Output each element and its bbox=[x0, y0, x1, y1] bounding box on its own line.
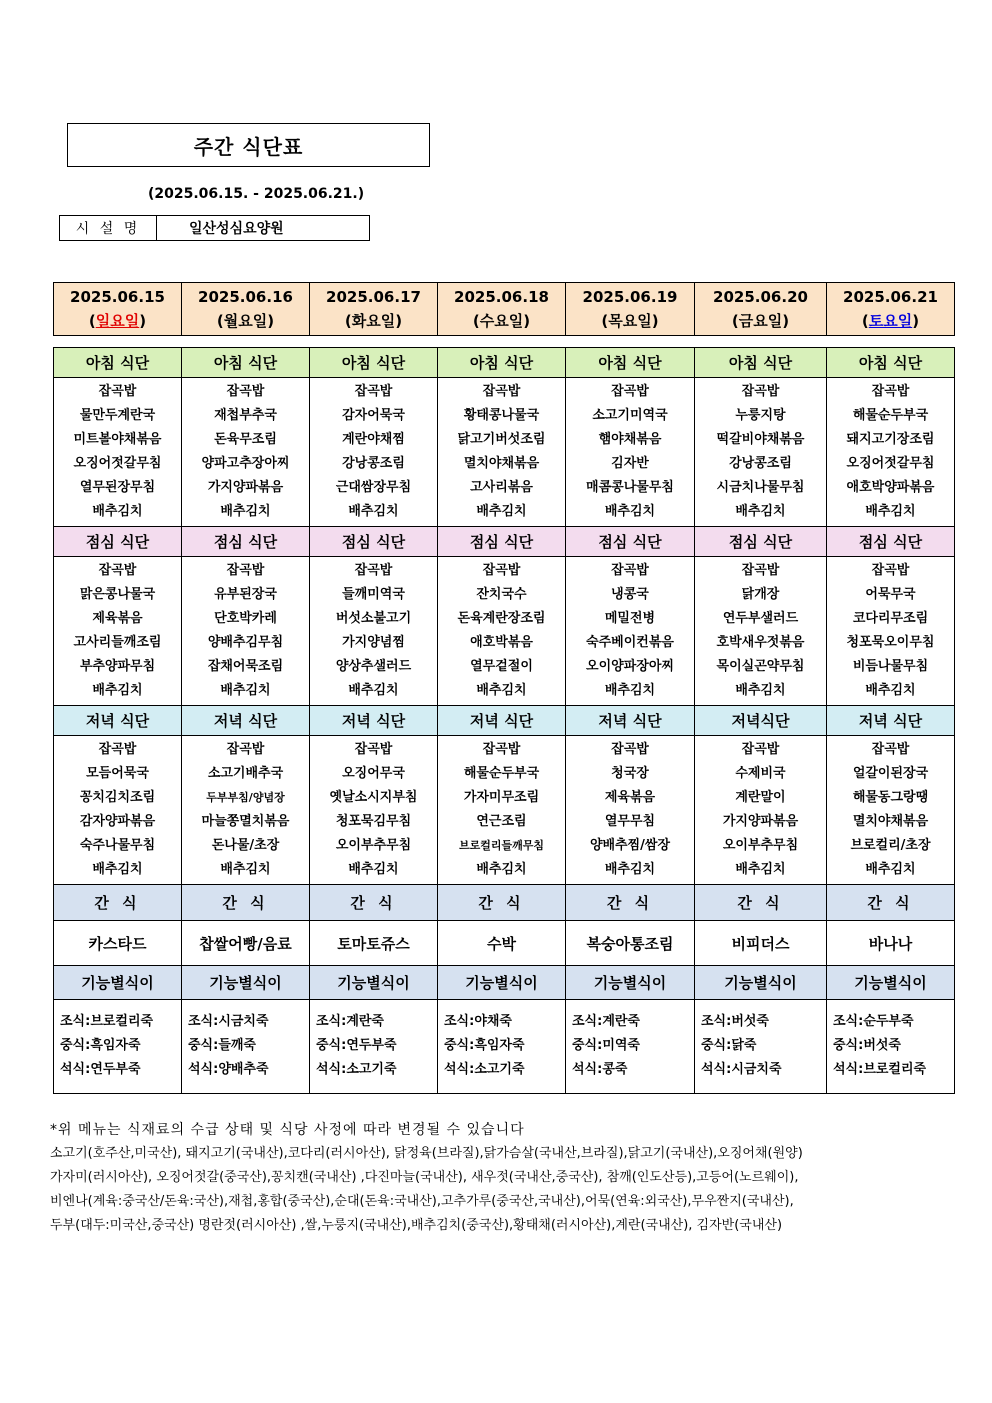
menu-item: 잡곡밥 bbox=[482, 742, 521, 757]
menu-item: 배추김치 bbox=[865, 683, 916, 698]
menu-item: 돈육계란장조림 bbox=[457, 611, 546, 626]
functional-diet-cell bbox=[566, 1000, 695, 1094]
menu-item: 감자양파볶음 bbox=[79, 814, 156, 829]
menu-item: 잡곡밥 bbox=[482, 563, 521, 578]
snack-header-cell: 간 식 bbox=[566, 885, 695, 921]
menu-item: 가자미무조림 bbox=[463, 790, 540, 805]
menu-item: 해물순두부국 bbox=[852, 408, 929, 423]
functional-diet-cell bbox=[695, 1000, 827, 1094]
menu-item: 숙주나물무침 bbox=[79, 838, 156, 853]
weekday-open-paren: ( bbox=[88, 312, 96, 330]
menu-item: 배추김치 bbox=[220, 862, 271, 877]
day-weekday bbox=[438, 309, 565, 333]
menu-item: 잡곡밥 bbox=[741, 742, 780, 757]
notes-heading: *위 메뉴는 식재료의 수급 상태 및 식당 사정에 따라 변경될 수 있습니다 bbox=[50, 1122, 525, 1138]
menu-item: 누룽지탕 bbox=[735, 408, 786, 423]
weekday-close-paren: ) bbox=[139, 312, 147, 330]
weekday-name: 목요일 bbox=[608, 312, 652, 330]
menu-item: 숙주베이컨볶음 bbox=[586, 635, 674, 650]
menu-item: 닭고기버섯조림 bbox=[457, 432, 546, 447]
lunch-header-cell: 점심 식단 bbox=[695, 527, 827, 557]
menu-item: 청포묵오이무침 bbox=[846, 635, 935, 650]
menu-item: 옛날소시지부침 bbox=[329, 790, 418, 805]
lunch-menu-cell bbox=[827, 557, 955, 706]
menu-item: 시금치나물무침 bbox=[716, 480, 805, 495]
functional-diet-cell bbox=[182, 1000, 310, 1094]
porridge-item: 석식:양배추죽 bbox=[188, 1062, 269, 1077]
menu-item: 배추김치 bbox=[865, 862, 916, 877]
porridge-item: 석식:시금치죽 bbox=[701, 1062, 782, 1077]
dinner-menu-cell bbox=[54, 736, 182, 885]
porridge-item: 중식:연두부죽 bbox=[316, 1038, 397, 1053]
menu-item: 잡곡밥 bbox=[98, 563, 137, 578]
menu-item: 브로컬리/초장 bbox=[850, 838, 931, 853]
menu-item: 배추김치 bbox=[476, 504, 527, 519]
day-header-cell bbox=[827, 283, 955, 336]
menu-item: 잡채어묵조림 bbox=[207, 659, 284, 674]
weekday-name: 금요일 bbox=[738, 312, 783, 330]
date-header-table bbox=[53, 282, 955, 336]
menu-item: 고사리들깨조림 bbox=[73, 635, 162, 650]
dinner-items-row bbox=[54, 736, 955, 885]
lunch-menu-cell bbox=[54, 557, 182, 706]
facility-box bbox=[59, 215, 370, 241]
menu-item: 마늘쫑멸치볶음 bbox=[201, 814, 290, 829]
menu-item: 꽁치김치조림 bbox=[79, 790, 156, 805]
dinner-menu-cell bbox=[695, 736, 827, 885]
origin-note-line: 소고기(호주산,미국산), 돼지고기(국내산),코다리(러시아산), 닭정육(브라질),닭가슴살(국내산,브라질),닭고기(국내산),오징어채(원양) bbox=[50, 1146, 803, 1161]
functional-diet-cell bbox=[827, 1000, 955, 1094]
menu-item: 잡곡밥 bbox=[354, 384, 393, 399]
menu-item: 수제비국 bbox=[735, 766, 786, 781]
menu-item: 고사리볶음 bbox=[470, 480, 533, 495]
lunch-header-cell: 점심 식단 bbox=[54, 527, 182, 557]
menu-item: 모듬어묵국 bbox=[86, 766, 149, 781]
menu-item: 목이실곤약무침 bbox=[716, 659, 805, 674]
snack-header-cell: 간 식 bbox=[54, 885, 182, 921]
weekday-name: 월요일 bbox=[223, 312, 268, 330]
weekday-open-paren: ( bbox=[861, 312, 869, 330]
weekday-name: 토요일 bbox=[868, 312, 913, 330]
menu-item: 배추김치 bbox=[604, 504, 656, 519]
breakfast-header-cell: 아침 식단 bbox=[695, 348, 827, 378]
menu-item: 잡곡밥 bbox=[98, 384, 137, 399]
breakfast-menu-cell bbox=[566, 378, 695, 527]
menu-item: 청포묵김무침 bbox=[335, 814, 412, 829]
lunch-menu-cell bbox=[182, 557, 310, 706]
weekday-open-paren: ( bbox=[344, 312, 352, 330]
snack-item: 바나나 bbox=[827, 921, 955, 966]
breakfast-menu-cell bbox=[310, 378, 438, 527]
snack-item: 복숭아통조림 bbox=[566, 921, 695, 966]
day-date: 2025.06.17 bbox=[326, 288, 421, 306]
origin-note-line: 가자미(러시아산), 오징어젓갈(중국산),꽁치캔(국내산) ,다진마늘(국내산), 새우젓(국내산,중국산), 참깨(인도산등),고등어(노르웨이), bbox=[50, 1170, 799, 1185]
day-date: 2025.06.18 bbox=[454, 288, 549, 306]
menu-item: 계란말이 bbox=[735, 790, 786, 805]
menu-item: 코다리무조림 bbox=[852, 611, 929, 626]
functional-diet-header-row bbox=[54, 966, 955, 1000]
menu-item: 감자어묵국 bbox=[342, 408, 405, 423]
menu-table bbox=[53, 347, 955, 1094]
day-date: 2025.06.19 bbox=[582, 288, 678, 306]
menu-item: 배추김치 bbox=[92, 683, 143, 698]
menu-item: 양배추김무침 bbox=[207, 635, 284, 650]
dinner-menu-cell bbox=[438, 736, 566, 885]
lunch-menu-cell bbox=[438, 557, 566, 706]
menu-item: 애호박양파볶음 bbox=[846, 480, 935, 495]
porridge-item: 석식:소고기죽 bbox=[316, 1062, 397, 1077]
menu-item: 잡곡밥 bbox=[354, 742, 393, 757]
breakfast-menu-cell bbox=[182, 378, 310, 527]
menu-item: 가지양념찜 bbox=[342, 635, 405, 650]
menu-item: 햄야채볶음 bbox=[598, 432, 662, 447]
day-header-cell bbox=[182, 283, 310, 336]
menu-item: 배추김치 bbox=[865, 504, 916, 519]
menu-item: 해물동그랑땡 bbox=[852, 790, 929, 805]
menu-item: 단호박카레 bbox=[214, 611, 277, 626]
weekday-name: 수요일 bbox=[479, 312, 524, 330]
breakfast-menu-cell bbox=[438, 378, 566, 527]
snack-header-cell: 간 식 bbox=[182, 885, 310, 921]
menu-item: 얼갈이된장국 bbox=[852, 766, 929, 781]
day-weekday bbox=[310, 309, 437, 333]
dinner-menu-cell bbox=[310, 736, 438, 885]
lunch-menu-cell bbox=[566, 557, 695, 706]
snack-item: 수박 bbox=[438, 921, 566, 966]
menu-item: 잡곡밥 bbox=[871, 563, 910, 578]
snack-header-cell: 간 식 bbox=[695, 885, 827, 921]
menu-item: 연두부샐러드 bbox=[722, 611, 799, 626]
weekday-name: 화요일 bbox=[351, 312, 396, 330]
porridge-item: 석식:소고기죽 bbox=[444, 1062, 525, 1077]
breakfast-header-cell: 아침 식단 bbox=[566, 348, 695, 378]
menu-item: 부추양파무침 bbox=[79, 659, 156, 674]
dinner-header-cell: 저녁 식단 bbox=[566, 706, 695, 736]
lunch-header-cell: 점심 식단 bbox=[566, 527, 695, 557]
dinner-header-cell: 저녁 식단 bbox=[827, 706, 955, 736]
menu-item: 가지양파볶음 bbox=[207, 480, 284, 495]
lunch-header-cell: 점심 식단 bbox=[182, 527, 310, 557]
breakfast-header-cell: 아침 식단 bbox=[438, 348, 566, 378]
dinner-menu-cell bbox=[827, 736, 955, 885]
weekday-close-paren: ) bbox=[267, 312, 275, 330]
day-header-cell bbox=[695, 283, 827, 336]
day-date: 2025.06.20 bbox=[713, 288, 808, 306]
menu-item: 오이부추무침 bbox=[335, 838, 412, 853]
menu-item: 배추김치 bbox=[220, 504, 271, 519]
menu-item: 돼지고기장조림 bbox=[846, 432, 935, 447]
lunch-menu-cell bbox=[310, 557, 438, 706]
dinner-header-cell: 저녁 식단 bbox=[182, 706, 310, 736]
menu-item: 잡곡밥 bbox=[354, 563, 393, 578]
menu-item: 배추김치 bbox=[735, 683, 786, 698]
menu-item: 닭개장 bbox=[741, 587, 780, 602]
lunch-header-cell: 점심 식단 bbox=[827, 527, 955, 557]
porridge-item: 석식:연두부죽 bbox=[60, 1062, 141, 1077]
lunch-items-row bbox=[54, 557, 955, 706]
breakfast-header-cell: 아침 식단 bbox=[310, 348, 438, 378]
lunch-header-cell: 점심 식단 bbox=[310, 527, 438, 557]
menu-period: (2025.06.15. - 2025.06.21.) bbox=[148, 186, 365, 202]
menu-item: 멸치야채볶음 bbox=[852, 814, 929, 829]
functional-diet-header-cell: 기능별식이 bbox=[827, 966, 955, 1000]
lunch-header-row bbox=[54, 527, 955, 557]
menu-item: 잡곡밥 bbox=[226, 563, 265, 578]
menu-item: 연근조림 bbox=[476, 814, 527, 829]
menu-item: 배추김치 bbox=[92, 862, 143, 877]
functional-diet-row bbox=[54, 1000, 955, 1094]
menu-item: 배추김치 bbox=[604, 683, 656, 698]
snack-item: 비피더스 bbox=[695, 921, 827, 966]
dinner-header-cell: 저녁 식단 bbox=[54, 706, 182, 736]
breakfast-header-row bbox=[54, 348, 955, 378]
porridge-item: 조식:계란죽 bbox=[572, 1014, 640, 1029]
menu-item: 소고기미역국 bbox=[592, 408, 668, 423]
menu-item: 떡갈비야채볶음 bbox=[716, 432, 805, 447]
porridge-item: 중식:미역죽 bbox=[572, 1038, 640, 1053]
dinner-header-cell: 저녁 식단 bbox=[438, 706, 566, 736]
menu-item: 오징어무국 bbox=[342, 766, 405, 781]
menu-item: 오이양파장아찌 bbox=[586, 659, 674, 674]
lunch-menu-cell bbox=[695, 557, 827, 706]
menu-item: 매콤콩나물무침 bbox=[586, 480, 674, 495]
menu-item: 열무겉절이 bbox=[470, 659, 533, 674]
menu-item: 근대쌈장무침 bbox=[335, 480, 412, 495]
menu-item: 잡곡밥 bbox=[611, 742, 649, 757]
menu-item: 버섯소불고기 bbox=[335, 611, 412, 626]
weekday-open-paren: ( bbox=[731, 312, 739, 330]
porridge-item: 중식:들깨죽 bbox=[188, 1038, 256, 1053]
weekday-open-paren: ( bbox=[601, 312, 609, 330]
menu-item: 돈육무조림 bbox=[214, 432, 277, 447]
dinner-menu-cell bbox=[182, 736, 310, 885]
functional-diet-header-cell: 기능별식이 bbox=[54, 966, 182, 1000]
menu-item: 브로컬리들깨무침 bbox=[458, 839, 544, 852]
menu-item: 강낭콩조림 bbox=[729, 456, 792, 471]
day-weekday bbox=[827, 309, 954, 333]
facility-label: 시 설 명 bbox=[60, 216, 157, 240]
menu-item: 유부된장국 bbox=[214, 587, 277, 602]
day-header-cell bbox=[438, 283, 566, 336]
menu-item: 배추김치 bbox=[92, 504, 143, 519]
day-weekday bbox=[54, 309, 181, 333]
menu-item: 잡곡밥 bbox=[482, 384, 521, 399]
menu-item: 비듬나물무침 bbox=[852, 659, 929, 674]
breakfast-header-cell: 아침 식단 bbox=[182, 348, 310, 378]
functional-diet-cell bbox=[438, 1000, 566, 1094]
menu-item: 잡곡밥 bbox=[226, 384, 265, 399]
day-date: 2025.06.16 bbox=[198, 288, 293, 306]
functional-diet-header-cell: 기능별식이 bbox=[438, 966, 566, 1000]
menu-item: 어묵무국 bbox=[865, 587, 916, 602]
porridge-item: 석식:콩죽 bbox=[572, 1062, 628, 1077]
menu-item: 멸치야채볶음 bbox=[463, 456, 540, 471]
menu-item: 배추김치 bbox=[735, 862, 786, 877]
menu-item: 맑은콩나물국 bbox=[79, 587, 156, 602]
weekday-open-paren: ( bbox=[216, 312, 224, 330]
menu-item: 오이부추무침 bbox=[722, 838, 799, 853]
day-weekday bbox=[182, 309, 309, 333]
menu-item: 황태콩나물국 bbox=[463, 408, 540, 423]
snack-header-cell: 간 식 bbox=[438, 885, 566, 921]
facility-name: 일산성심요양원 bbox=[189, 221, 284, 237]
menu-item: 잔치국수 bbox=[476, 587, 527, 602]
functional-diet-header-cell: 기능별식이 bbox=[310, 966, 438, 1000]
breakfast-header-cell: 아침 식단 bbox=[827, 348, 955, 378]
dinner-header-cell: 저녁 식단 bbox=[310, 706, 438, 736]
menu-item: 배추김치 bbox=[735, 504, 786, 519]
dinner-header-row bbox=[54, 706, 955, 736]
porridge-item: 조식:계란죽 bbox=[316, 1014, 384, 1029]
dinner-menu-cell bbox=[566, 736, 695, 885]
origin-note-line: 두부(대두:미국산,중국산) 명란젓(러시아산) ,쌀,누룽지(국내산),배추김치(중국산),황태채(러시아산),계란(국내산), 김자반(국내산) bbox=[50, 1218, 783, 1233]
menu-item: 물만두계란국 bbox=[79, 408, 156, 423]
breakfast-menu-cell bbox=[827, 378, 955, 527]
menu-item: 배추김치 bbox=[348, 683, 399, 698]
weekday-name: 일요일 bbox=[95, 312, 140, 330]
functional-diet-header-cell: 기능별식이 bbox=[182, 966, 310, 1000]
porridge-item: 중식:버섯죽 bbox=[833, 1038, 901, 1053]
porridge-item: 조식:순두부죽 bbox=[833, 1014, 914, 1029]
snack-item: 카스타드 bbox=[54, 921, 182, 966]
menu-item: 가지양파볶음 bbox=[722, 814, 799, 829]
functional-diet-header-cell: 기능별식이 bbox=[695, 966, 827, 1000]
porridge-item: 석식:브로컬리죽 bbox=[833, 1062, 927, 1077]
day-header-cell bbox=[310, 283, 438, 336]
menu-item: 잡곡밥 bbox=[741, 563, 780, 578]
menu-item: 오징어젓갈무침 bbox=[846, 456, 935, 471]
lunch-header-cell: 점심 식단 bbox=[438, 527, 566, 557]
menu-item: 열무무침 bbox=[604, 814, 656, 829]
day-date: 2025.06.15 bbox=[70, 288, 165, 306]
weekday-close-paren: ) bbox=[651, 312, 659, 330]
menu-item: 잡곡밥 bbox=[611, 563, 649, 578]
menu-item: 재첩부추국 bbox=[214, 408, 277, 423]
menu-item: 강낭콩조림 bbox=[342, 456, 405, 471]
menu-item: 해물순두부국 bbox=[463, 766, 540, 781]
porridge-item: 조식:시금치죽 bbox=[188, 1014, 269, 1029]
menu-item: 돈나물/초장 bbox=[211, 838, 280, 853]
origin-note-line: 비엔나(계육:중국산/돈육:국산),재첩,홍합(중국산),순대(돈육:국내산),고추가루(중국산,국내산),어묵(연육:외국산),무우짠지(국내산), bbox=[50, 1194, 794, 1209]
weekday-close-paren: ) bbox=[912, 312, 920, 330]
weekday-close-paren: ) bbox=[523, 312, 531, 330]
menu-item: 열무된장무침 bbox=[79, 480, 156, 495]
menu-item: 배추김치 bbox=[348, 862, 399, 877]
dinner-header-cell: 저녁식단 bbox=[695, 706, 827, 736]
menu-item: 냉콩국 bbox=[611, 587, 649, 602]
menu-item: 배추김치 bbox=[348, 504, 399, 519]
menu-item: 두부부침/양념장 bbox=[206, 791, 285, 804]
menu-title: 주간 식단표 bbox=[67, 123, 430, 167]
porridge-item: 중식:닭죽 bbox=[701, 1038, 757, 1053]
porridge-item: 조식:브로컬리죽 bbox=[60, 1014, 154, 1029]
menu-item: 계란야채찜 bbox=[342, 432, 405, 447]
menu-item: 청국장 bbox=[611, 766, 649, 781]
menu-item: 배추김치 bbox=[604, 862, 656, 877]
menu-item: 잡곡밥 bbox=[741, 384, 780, 399]
functional-diet-cell bbox=[310, 1000, 438, 1094]
functional-diet-header-cell: 기능별식이 bbox=[566, 966, 695, 1000]
menu-item: 오징어젓갈무침 bbox=[73, 456, 162, 471]
menu-item: 배추김치 bbox=[476, 862, 527, 877]
menu-item: 배추김치 bbox=[476, 683, 527, 698]
porridge-item: 중식:흑임자죽 bbox=[444, 1038, 525, 1053]
snack-item: 찹쌀어빵/음료 bbox=[182, 921, 310, 966]
snack-header-cell: 간 식 bbox=[827, 885, 955, 921]
menu-item: 양상추샐러드 bbox=[335, 659, 412, 674]
functional-diet-cell bbox=[54, 1000, 182, 1094]
menu-item: 잡곡밥 bbox=[98, 742, 137, 757]
breakfast-menu-cell bbox=[695, 378, 827, 527]
menu-item: 제육볶음 bbox=[604, 790, 656, 805]
day-weekday bbox=[566, 309, 694, 333]
menu-item: 잡곡밥 bbox=[871, 742, 910, 757]
porridge-item: 조식:버섯죽 bbox=[701, 1014, 769, 1029]
day-header-cell bbox=[54, 283, 182, 336]
menu-item: 들깨미역국 bbox=[342, 587, 405, 602]
weekday-open-paren: ( bbox=[472, 312, 480, 330]
porridge-item: 중식:흑임자죽 bbox=[60, 1038, 141, 1053]
menu-item: 양파고추장아찌 bbox=[201, 456, 290, 471]
menu-item: 소고기배추국 bbox=[207, 766, 284, 781]
day-header-cell bbox=[566, 283, 695, 336]
menu-item: 잡곡밥 bbox=[871, 384, 910, 399]
breakfast-menu-cell bbox=[54, 378, 182, 527]
breakfast-items-row bbox=[54, 378, 955, 527]
menu-item: 호박새우젓볶음 bbox=[716, 635, 805, 650]
menu-item: 잡곡밥 bbox=[226, 742, 265, 757]
day-weekday bbox=[695, 309, 826, 333]
menu-item: 양배추찜/쌈장 bbox=[589, 838, 671, 853]
day-date: 2025.06.21 bbox=[843, 288, 938, 306]
breakfast-header-cell: 아침 식단 bbox=[54, 348, 182, 378]
menu-item: 미트볼야채볶음 bbox=[73, 432, 162, 447]
snack-header-row bbox=[54, 885, 955, 921]
notes-section bbox=[50, 1118, 950, 1238]
snack-items-row bbox=[54, 921, 955, 966]
snack-item: 토마토쥬스 bbox=[310, 921, 438, 966]
menu-item: 배추김치 bbox=[220, 683, 271, 698]
porridge-item: 조식:야채죽 bbox=[444, 1014, 512, 1029]
menu-item: 잡곡밥 bbox=[611, 384, 649, 399]
menu-item: 김자반 bbox=[611, 456, 649, 471]
menu-item: 애호박볶음 bbox=[470, 635, 533, 650]
weekday-close-paren: ) bbox=[395, 312, 403, 330]
weekday-close-paren: ) bbox=[782, 312, 790, 330]
snack-header-cell: 간 식 bbox=[310, 885, 438, 921]
menu-item: 제육볶음 bbox=[92, 611, 143, 626]
menu-item: 메밀전병 bbox=[604, 611, 656, 626]
